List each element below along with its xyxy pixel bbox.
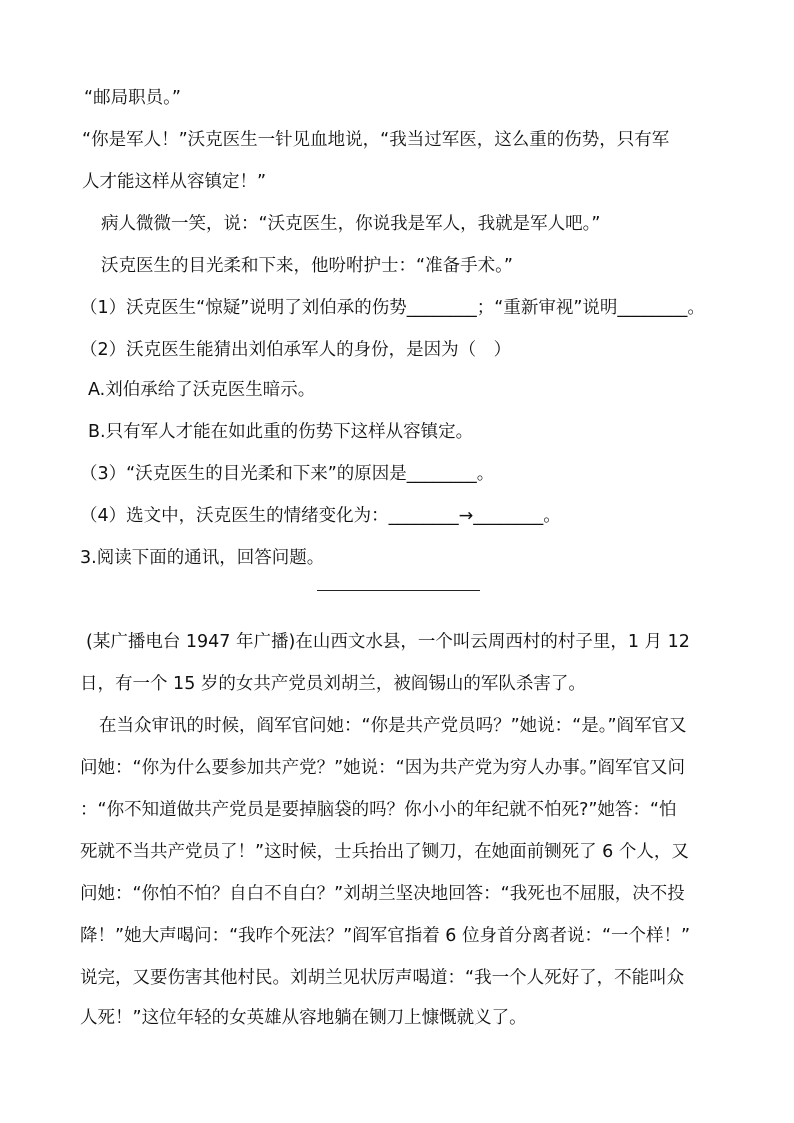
excerpt-line-4: 病人微微一笑，说：“沃克医生，你说我是军人，我就是军人吧。” — [101, 214, 601, 234]
article-line-4: 问她：“你为什么要参加共产党？”她说：“因为共产党为穷人办事。”阎军官又问 — [80, 758, 686, 778]
article-line-1: (某广播电台 1947 年广播)在山西文水县，一个叫云周西村的村子里，1 月 12 — [86, 632, 690, 652]
excerpt-line-2: “你是军人！”沃克医生一针见血地说，“我当过军医，这么重的伤势，只有军 — [82, 130, 670, 150]
question-2: （2）沃克医生能猜出刘伯承军人的身份，是因为（ ） — [80, 340, 512, 360]
article-line-6: 死就不当共产党员了！”这时候，士兵抬出了铡刀，在她面前铡死了 6 个人，又 — [80, 842, 689, 862]
article-line-8: 降！”她大声喝问：“我咋个死法？”阎军官指着 6 位身首分离者说：“一个样！” — [80, 926, 691, 946]
excerpt-line-5: 沃克医生的目光柔和下来，他吩咐护士：“准备手术。” — [101, 256, 513, 276]
title-blank-line — [317, 590, 480, 591]
section-3-heading: 3.阅读下面的通讯，回答问题。 — [80, 548, 325, 568]
article-line-9: 说完，又要伤害其他村民。刘胡兰见状厉声喝道：“我一个人死好了，不能叫众 — [80, 968, 685, 988]
question-2-option-b: B.只有军人才能在如此重的伤势下这样从容镇定。 — [88, 422, 474, 442]
question-1: （1）沃克医生“惊疑”说明了刘伯承的伤势________；“重新审视”说明________。 — [80, 298, 705, 318]
question-2-option-a: A.刘伯承给了沃克医生暗示。 — [88, 380, 316, 400]
question-3: （3）“沃克医生的目光柔和下来”的原因是________。 — [80, 464, 495, 484]
article-line-7: 问她：“你怕不怕？自白不自白？”刘胡兰坚决地回答：“我死也不屈服，决不投 — [80, 884, 685, 904]
article-line-2: 日，有一个 15 岁的女共产党员刘胡兰，被阎锡山的军队杀害了。 — [80, 674, 586, 694]
excerpt-line-1: “邮局职员。” — [84, 88, 181, 108]
excerpt-line-3: 人才能这样从容镇定！” — [82, 172, 267, 192]
article-line-5: ：“你不知道做共产党员是要掉脑袋的吗？你小小的年纪就不怕死?”她答：“怕 — [80, 800, 677, 820]
question-4: （4）选文中，沃克医生的情绪变化为：________→________。 — [80, 506, 561, 526]
article-line-3: 在当众审讯的时候，阎军官问她：“你是共产党员吗？”她说：“是。”阎军官又 — [99, 716, 687, 736]
article-line-10: 人死！”这位年轻的女英雄从容地躺在铡刀上慷慨就义了。 — [80, 1008, 527, 1028]
